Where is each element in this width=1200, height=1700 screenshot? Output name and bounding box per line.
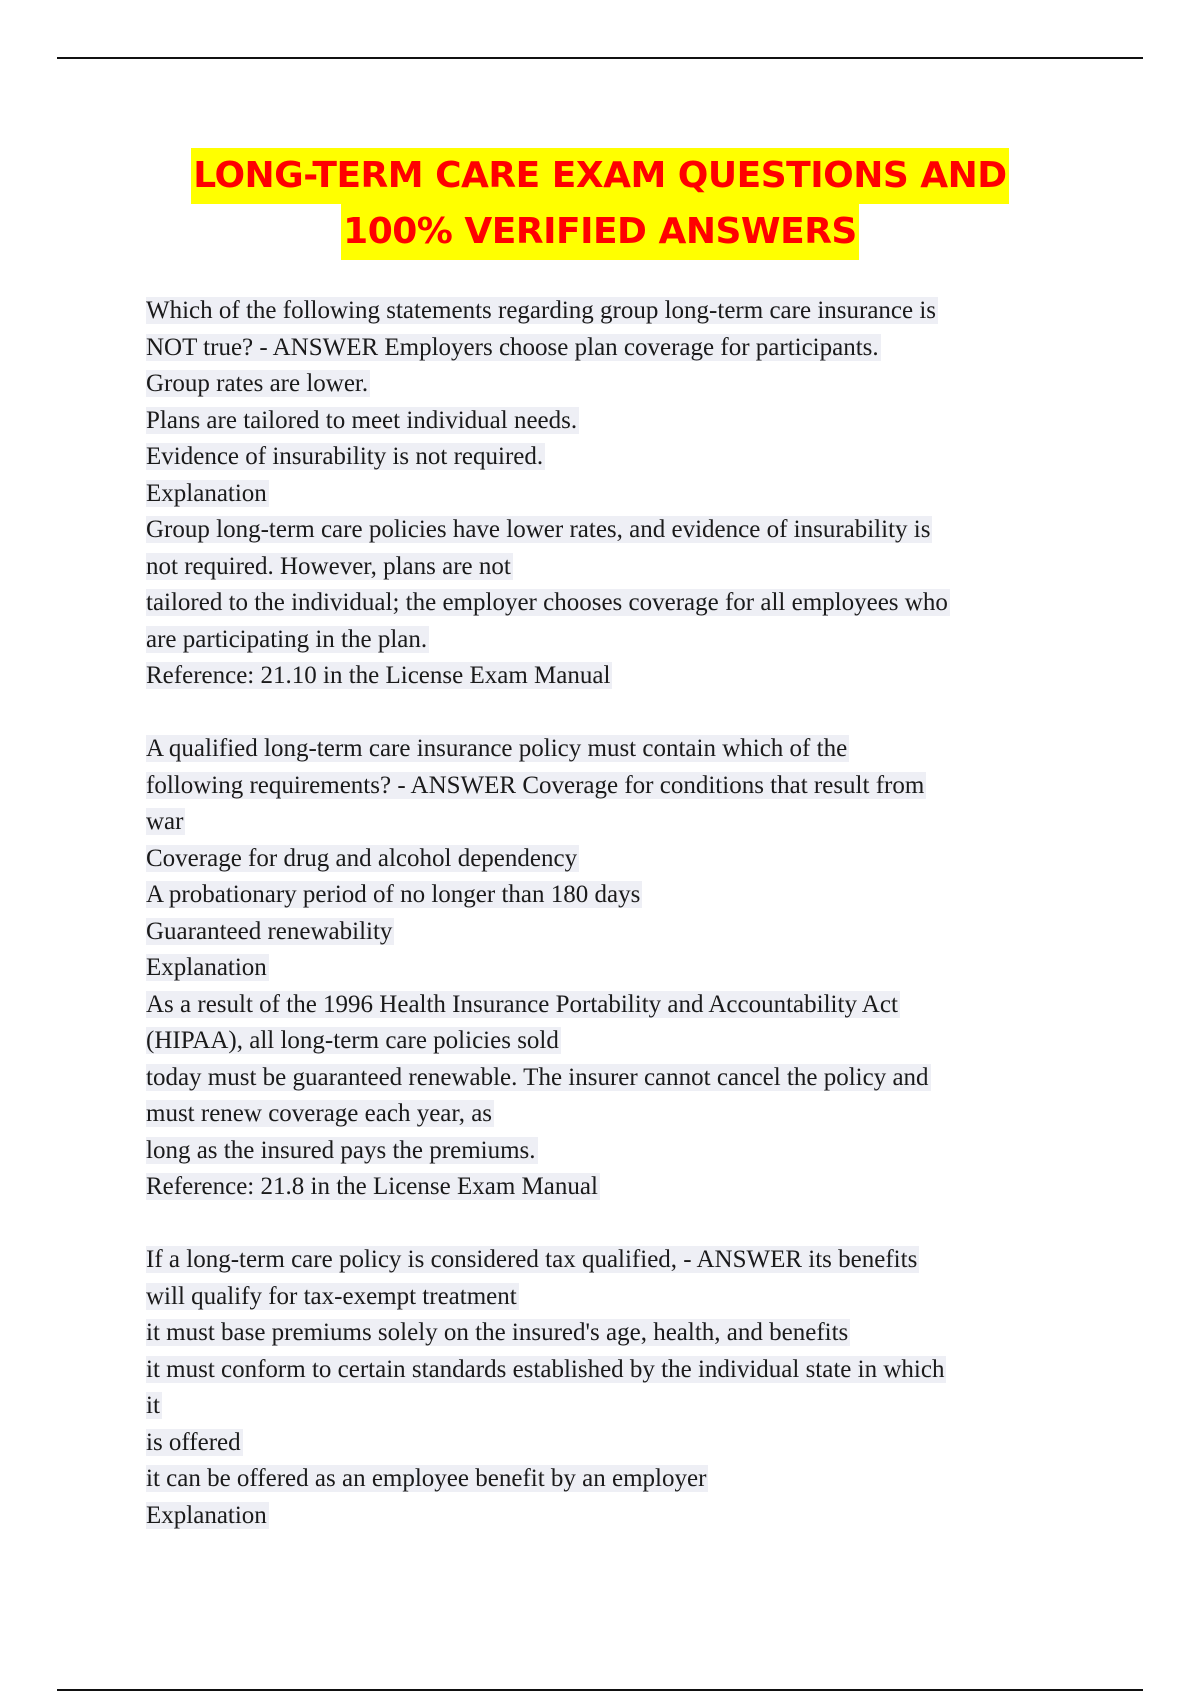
explanation-label: Explanation [146, 479, 267, 507]
title-line-2: 100% VERIFIED ANSWERS [341, 204, 859, 260]
text-line: long as the insured pays the premiums. [146, 1136, 536, 1164]
question-block-2 [146, 731, 1066, 1206]
explanation-label: Explanation [146, 1501, 267, 1529]
reference-line: Reference: 21.8 in the License Exam Manual [146, 1173, 598, 1200]
text-line: it [146, 1392, 160, 1419]
text-line: Which of the following statements regarding group long-term care insurance is [146, 297, 937, 324]
text-line: is offered [146, 1428, 241, 1456]
question-block-1 [146, 293, 1066, 695]
text-line: war [146, 808, 184, 835]
text-line: it must conform to certain standards established by the individual state in which [146, 1355, 945, 1383]
text-line: today must be guaranteed renewable. The insurer cannot cancel the policy and [146, 1063, 929, 1091]
text-line: it can be offered as an employee benefit by an employer [146, 1465, 707, 1492]
text-line: Coverage for drug and alcohol dependency [146, 844, 578, 872]
text-line: Group long-term care policies have lower rates, and evidence of insurability is [146, 516, 931, 543]
text-line: Guaranteed renewability [146, 917, 393, 945]
document-body [146, 293, 1066, 1534]
text-line: tailored to the individual; the employer chooses coverage for all employees who [146, 589, 948, 616]
text-line: As a result of the 1996 Health Insurance Portability and Accountability Act [146, 990, 898, 1018]
question-block-3 [146, 1242, 1066, 1534]
text-line: NOT true? - ANSWER Employers choose plan coverage for participants. [146, 333, 879, 361]
bottom-rule [57, 1689, 1143, 1691]
text-line: are participating in the plan. [146, 625, 428, 653]
text-line: Evidence of insurability is not required. [146, 443, 544, 470]
text-line: A probationary period of no longer than 180 days [146, 881, 641, 908]
text-line: (HIPAA), all long-term care policies sold [146, 1027, 559, 1054]
text-line: following requirements? - ANSWER Coverage for conditions that result from [146, 771, 925, 799]
text-line: If a long-term care policy is considered tax qualified, - ANSWER its benefits [146, 1246, 918, 1273]
text-line: it must base premiums solely on the insured's age, health, and benefits [146, 1319, 849, 1346]
text-line: Plans are tailored to meet individual needs. [146, 406, 578, 434]
reference-line: Reference: 21.10 in the License Exam Manual [146, 662, 611, 689]
text-line: will qualify for tax-exempt treatment [146, 1282, 517, 1310]
title-line-1: LONG-TERM CARE EXAM QUESTIONS AND [191, 148, 1008, 204]
document-title [0, 148, 1200, 260]
paragraph-gap [146, 695, 1066, 732]
text-line: must renew coverage each year, as [146, 1100, 493, 1127]
text-line: not required. However, plans are not [146, 552, 511, 580]
top-rule [57, 57, 1143, 59]
explanation-label: Explanation [146, 954, 267, 981]
text-line: A qualified long-term care insurance policy must contain which of the [146, 735, 848, 762]
paragraph-gap [146, 1206, 1066, 1243]
text-line: Group rates are lower. [146, 370, 369, 397]
